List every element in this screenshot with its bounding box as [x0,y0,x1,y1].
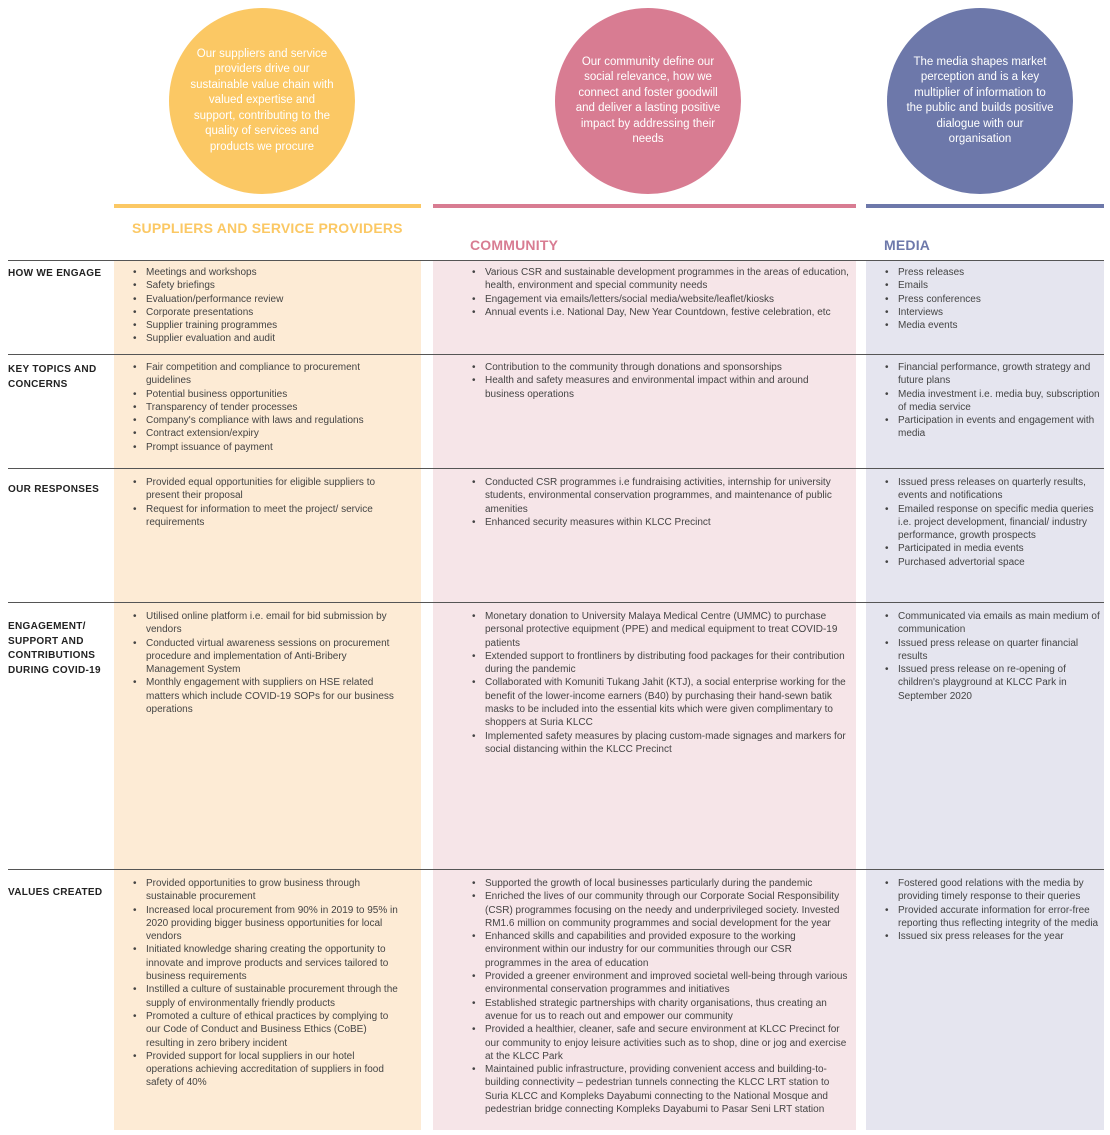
our-responses-suppliers-cell [132,476,402,529]
key-topics-suppliers-cell [132,361,402,454]
bullet-item: • Participation in events and engagement with media [884,414,1100,441]
bullet-item: • Promoted a culture of ethical practices by complying to our Code of Conduct and Business Ethics (CoBE) resulting in zero bribery incident [132,1010,402,1050]
suppliers-intro-circle [169,8,355,194]
bullet-item: • Emailed response on specific media queries i.e. project development, financial/ industry performance, growth prospects [884,503,1100,543]
bullet-item: • Provided a greener environment and improved societal well-being through various environmental conservation programmes and initiatives [471,970,849,997]
row-divider [8,468,1104,469]
row-label-values-created: VALUES CREATED [8,887,103,898]
bullet-item: • Issued press release on re-opening of children's playground at KLCC Park in September 2020 [884,663,1100,703]
bullet-item: • Contribution to the community through donations and sponsorships [471,361,849,374]
bullet-item: • Contract extension/expiry [132,427,402,440]
key-topics-media-cell [884,361,1100,441]
media-column-heading: MEDIA [884,237,931,253]
bullet-item: • Instilled a culture of sustainable procurement through the supply of environmentally friendly products [132,983,402,1010]
row-label-key-topics: KEY TOPICS AND CONCERNS [8,364,97,390]
bullet-item: • Communicated via emails as main medium of communication [884,610,1100,637]
bullet-item: • Provided equal opportunities for eligible suppliers to present their proposal [132,476,402,503]
bullet-item: • Safety briefings [132,279,402,292]
bullet-item: • Enriched the lives of our community through our Corporate Social Responsibility (CSR) programmes focusing on the needy and underprivileged society. Invested RM1.6 million on community programmes and social development for the year [471,890,849,930]
row-divider [8,602,1104,603]
suppliers-column-heading: SUPPLIERS AND SERVICE PROVIDERS [132,220,403,236]
how-we-engage-media-cell [884,266,1100,332]
bullet-item: • Initiated knowledge sharing creating the opportunity to innovate and improve products and services tailored to business requirements [132,943,402,983]
bullet-item: • Media events [884,319,1100,332]
row-label-how-we-engage: HOW WE ENGAGE [8,268,102,279]
values-created-media-cell [884,877,1100,943]
media-intro-circle [887,8,1073,194]
community-accent-bar [433,204,856,208]
bullet-item: • Provided opportunities to grow business through sustainable procurement [132,877,402,904]
bullet-item: • Various CSR and sustainable development programmes in the areas of education, health, environment and special community needs [471,266,849,293]
bullet-item: • Implemented safety measures by placing custom-made signages and markers for social distancing within the KLCC Precinct [471,730,849,757]
bullet-item: • Company's compliance with laws and regulations [132,414,402,427]
media-accent-bar [866,204,1104,208]
bullet-item: • Issued press releases on quarterly results, events and notifications [884,476,1100,503]
bullet-item: • Annual events i.e. National Day, New Year Countdown, festive celebration, etc [471,306,849,319]
row-divider [8,869,1104,870]
covid-19-suppliers-cell [132,610,402,716]
row-label-our-responses: OUR RESPONSES [8,484,100,495]
bullet-item: • Provided accurate information for error-free reporting thus reflecting integrity of the media [884,904,1100,931]
key-topics-community-cell [471,361,849,401]
bullet-item: • Issued six press releases for the year [884,930,1100,943]
bullet-item: • Evaluation/performance review [132,293,402,306]
bullet-item: • Conducted virtual awareness sessions on procurement procedure and implementation of Anti-Bribery Management System [132,637,402,677]
row-divider [8,354,1104,355]
bullet-item: • Supplier evaluation and audit [132,332,402,345]
row-label-covid-19: ENGAGEMENT/ SUPPORT AND CONTRIBUTIONS DURING COVID-19 [8,621,101,676]
covid-19-media-cell [884,610,1100,703]
values-created-suppliers-cell [132,877,402,1090]
bullet-item: • Maintained public infrastructure, providing convenient access and building-to-building connectivity – pedestrian tunnels connecting the KLCC LRT station to Suria KLCC and Kompleks Dayabumi connecting to the National Mosque and pedestrian bridge connecting Kompleks Dayabumi to Pasar Seni LRT station [471,1063,849,1116]
bullet-item: • Collaborated with Komuniti Tukang Jahit (KTJ), a social enterprise working for the benefit of the lower-income earners (B40) by purchasing their hand-sewn batik masks to be included into the essential kits which were given complimentary to shoppers at Suria KLCC [471,676,849,729]
covid-19-community-cell [471,610,849,756]
values-created-community-cell [471,877,849,1116]
bullet-item: • Fair competition and compliance to procurement guidelines [132,361,402,388]
suppliers-intro-text: Our suppliers and service providers drive our sustainable value chain with valued expertise and support, contributing to the quality of services and products we procure [190,47,334,153]
bullet-item: • Corporate presentations [132,306,402,319]
bullet-item: • Increased local procurement from 90% in 2019 to 95% in 2020 providing bigger business opportunities for local vendors [132,904,402,944]
bullet-item: • Monthly engagement with suppliers on HSE related matters which include COVID-19 SOPs for our business operations [132,676,402,716]
our-responses-community-cell [471,476,849,529]
bullet-item: • Transparency of tender processes [132,401,402,414]
our-responses-media-cell [884,476,1100,569]
bullet-item: • Media investment i.e. media buy, subscription of media service [884,388,1100,415]
row-divider [8,260,1104,261]
bullet-item: • Conducted CSR programmes i.e fundraising activities, internship for university students, environmental conservation programmes, and maintenance of public amenities [471,476,849,516]
bullet-item: • Prompt issuance of payment [132,441,402,454]
bullet-item: • Extended support to frontliners by distributing food packages for their contribution during the pandemic [471,650,849,677]
bullet-item: • Press conferences [884,293,1100,306]
bullet-item: • Potential business opportunities [132,388,402,401]
bullet-item: • Monetary donation to University Malaya Medical Centre (UMMC) to purchase personal protective equipment (PPE) and medical equipment to treat COVID-19 patients [471,610,849,650]
bullet-item: • Issued press release on quarter financial results [884,637,1100,664]
how-we-engage-suppliers-cell [132,266,402,346]
bullet-item: • Established strategic partnerships with charity organisations, thus creating an avenue for us to reach out and empower our community [471,997,849,1024]
bullet-item: • Purchased advertorial space [884,556,1100,569]
bullet-item: • Supported the growth of local businesses particularly during the pandemic [471,877,849,890]
bullet-item: • Engagement via emails/letters/social media/website/leaflet/kiosks [471,293,849,306]
bullet-item: • Fostered good relations with the media by providing timely response to their queries [884,877,1100,904]
bullet-item: • Provided a healthier, cleaner, safe and secure environment at KLCC Precinct for our community to enjoy leisure activities such as to shop, dine or jog and exercise at the KLCC Park [471,1023,849,1063]
bullet-item: • Meetings and workshops [132,266,402,279]
community-intro-circle [555,8,741,194]
bullet-item: • Financial performance, growth strategy and future plans [884,361,1100,388]
bullet-item: • Request for information to meet the project/ service requirements [132,503,402,530]
bullet-item: • Participated in media events [884,542,1100,555]
bullet-item: • Emails [884,279,1100,292]
community-intro-text: Our community define our social relevance, how we connect and foster goodwill and deliver a lasting positive impact by addressing their needs [575,55,721,145]
bullet-item: • Interviews [884,306,1100,319]
bullet-item: • Utilised online platform i.e. email for bid submission by vendors [132,610,402,637]
bullet-item: • Press releases [884,266,1100,279]
bullet-item: • Enhanced skills and capabilities and provided exposure to the working environment within our industry for our communities through our CSR programmes in the area of education [471,930,849,970]
bullet-item: • Enhanced security measures within KLCC Precinct [471,516,849,529]
media-intro-text: The media shapes market perception and is a key multiplier of information to the public and builds positive dialogue with our organisation [906,55,1054,145]
bullet-item: • Health and safety measures and environmental impact within and around business operations [471,374,849,401]
bullet-item: • Provided support for local suppliers in our hotel operations achieving accreditation of suppliers in food safety of 40% [132,1050,402,1090]
bullet-item: • Supplier training programmes [132,319,402,332]
community-column-heading: COMMUNITY [470,237,559,253]
suppliers-accent-bar [114,204,421,208]
how-we-engage-community-cell [471,266,849,319]
